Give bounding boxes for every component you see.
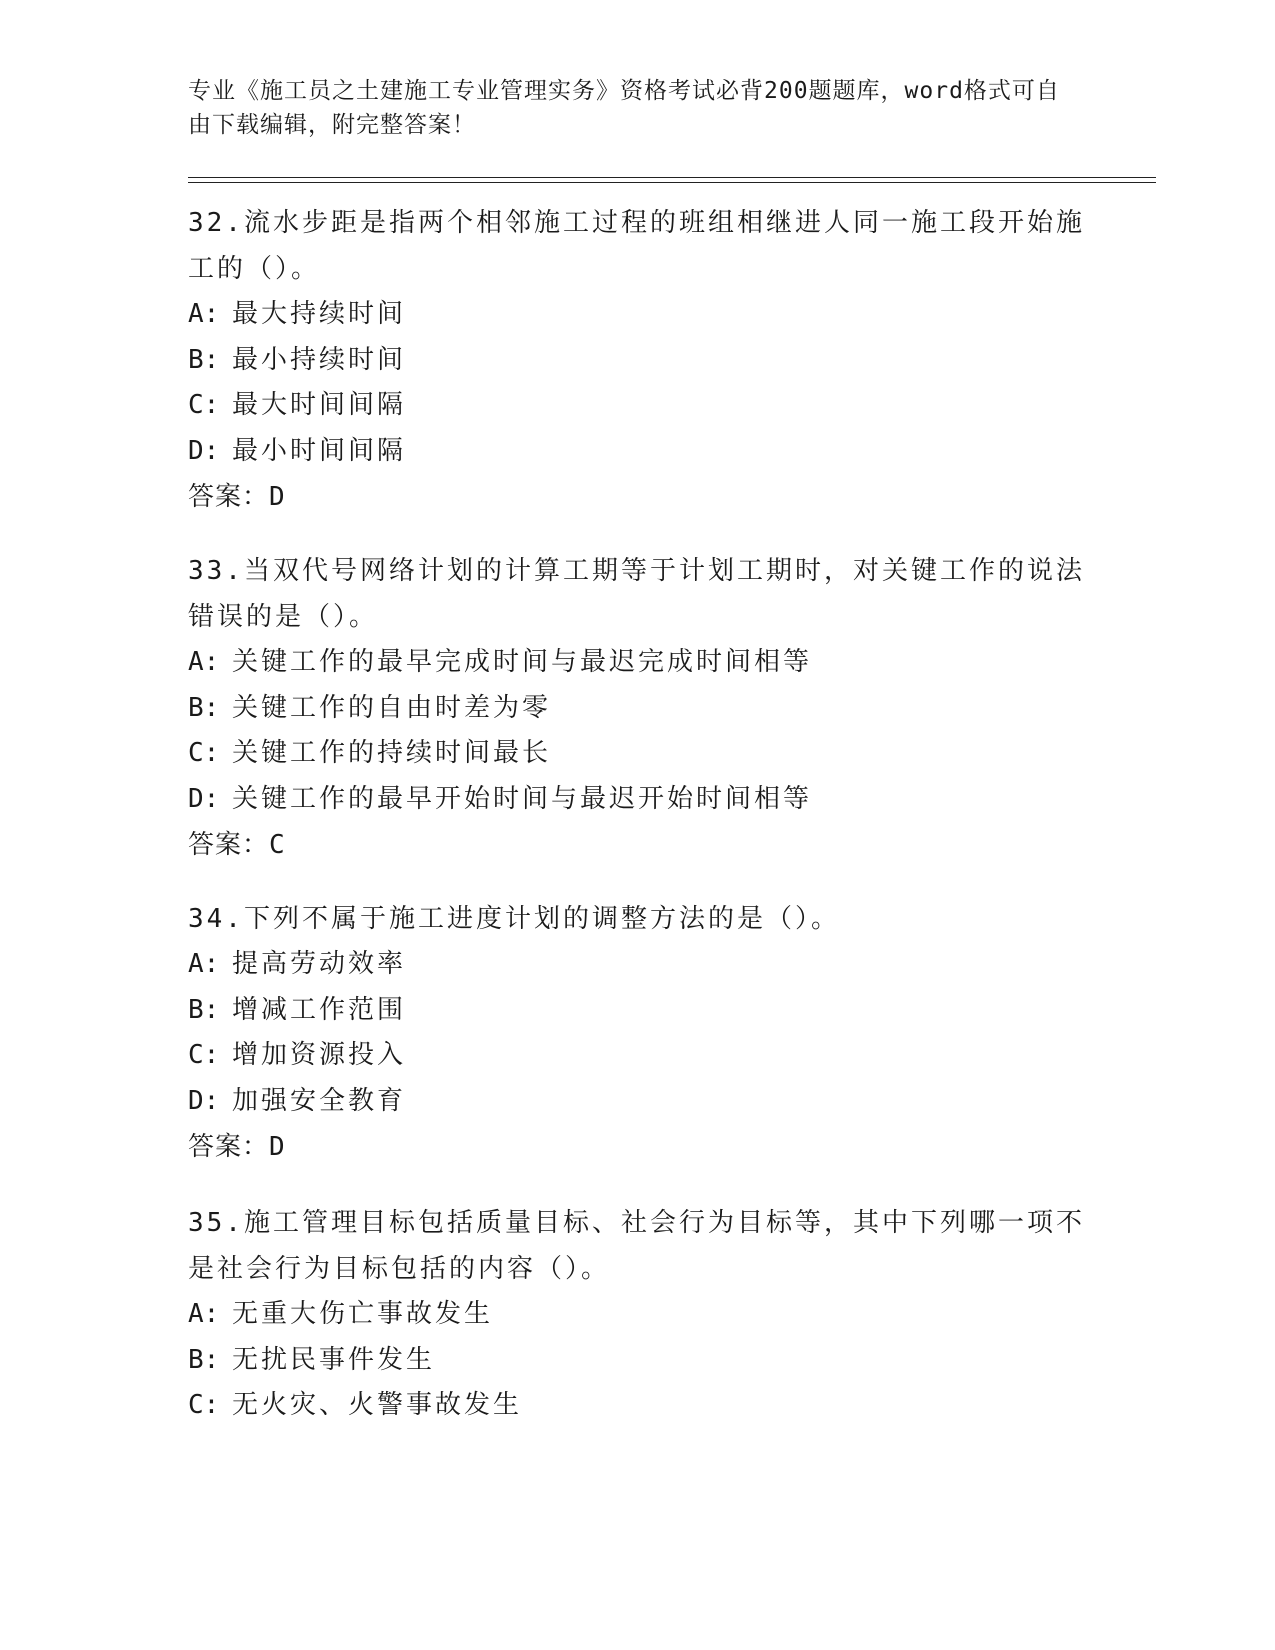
option-d [188,429,1088,475]
document-header: 专业《施工员之土建施工专业管理实务》资格考试必背200题题库，word格式可自由下载编辑，附完整答案！ [188,78,1060,138]
question-33 [188,548,1088,868]
option-c [188,1383,1088,1429]
option-c [188,731,1088,777]
option-text: 增加资源投入 [232,1040,407,1070]
option-letter: A: [188,299,220,329]
option-text: 最小时间间隔 [232,435,407,466]
option-letter: B: [188,994,220,1025]
option-letter: B: [188,344,220,375]
answer-value: D [269,1132,286,1162]
option-a [188,292,1088,338]
question-34 [188,896,1088,1170]
option-text: 关键工作的最早完成时间与最迟完成时间相等 [232,647,813,677]
option-letter: C: [188,1040,220,1070]
option-b [188,338,1088,384]
option-text: 关键工作的最早开始时间与最迟开始时间相等 [232,783,813,814]
option-b [188,988,1088,1034]
answer-value: D [269,482,286,512]
answer-value: C [269,830,286,860]
option-text: 关键工作的持续时间最长 [232,738,552,768]
option-text: 无火灾、火警事故发生 [232,1390,523,1420]
option-a [188,1292,1088,1338]
option-text: 加强安全教育 [232,1085,407,1116]
option-letter: A: [188,1299,220,1329]
option-text: 无重大伤亡事故发生 [232,1299,494,1329]
option-b [188,1338,1088,1384]
option-text: 关键工作的自由时差为零 [232,692,552,723]
question-32 [188,200,1088,520]
option-letter: B: [188,692,220,723]
option-b [188,686,1088,732]
question-stem: 32.流水步距是指两个相邻施工过程的班组相继进人同一施工段开始施工的（）。 [188,208,1085,284]
option-c [188,1033,1088,1079]
option-letter: B: [188,1344,220,1375]
option-letter: D: [188,1085,220,1116]
option-a [188,640,1088,686]
option-text: 最大持续时间 [232,299,407,329]
answer-line [188,822,1088,868]
answer-line [188,474,1088,520]
answer-line [188,1124,1088,1170]
option-d [188,1079,1088,1125]
option-letter: A: [188,647,220,677]
option-c [188,383,1088,429]
option-text: 提高劳动效率 [232,949,407,979]
option-letter: D: [188,435,220,466]
answer-label: 答案： [188,482,270,512]
option-text: 最小持续时间 [232,344,407,375]
option-a [188,942,1088,988]
answer-label: 答案： [188,830,270,860]
option-text: 无扰民事件发生 [232,1344,436,1375]
question-stem: 34.下列不属于施工进度计划的调整方法的是（）。 [188,904,840,934]
option-letter: C: [188,738,220,768]
answer-label: 答案： [188,1132,270,1162]
option-text: 最大时间间隔 [232,390,407,420]
header-divider-top [188,177,1156,178]
question-stem: 33.当双代号网络计划的计算工期等于计划工期时，对关键工作的说法错误的是（）。 [188,556,1085,632]
option-letter: C: [188,390,220,420]
header-divider-bottom [188,182,1156,183]
option-letter: A: [188,949,220,979]
question-stem: 35.施工管理目标包括质量目标、社会行为目标等，其中下列哪一项不是社会行为目标包括的内容（）。 [188,1208,1085,1284]
option-d [188,777,1088,823]
option-text: 增减工作范围 [232,994,407,1025]
option-letter: D: [188,783,220,814]
question-35 [188,1200,1088,1429]
option-letter: C: [188,1390,220,1420]
